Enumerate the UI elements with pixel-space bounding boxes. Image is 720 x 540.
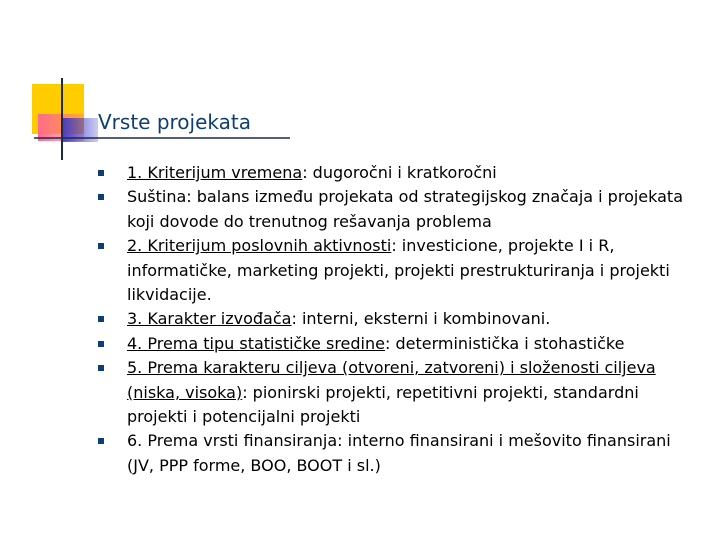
- slide-title: Vrste projekata: [98, 110, 251, 134]
- bullet-list: [98, 161, 698, 478]
- list-item: [98, 234, 698, 307]
- list-item: [98, 356, 698, 429]
- list-item: [98, 161, 698, 185]
- item-text: : dugoročni i kratkoročni: [302, 163, 497, 182]
- list-item: [98, 185, 698, 234]
- item-text: 6. Prema vrsti finansiranja: interno finansirani i mešovito finansirani (JV, PPP forme, BOO, BOOT i sl.): [127, 431, 671, 475]
- item-text: : pionirski projekti, repetitivni projekti, standardni projekti i potencijalni projekti: [127, 382, 639, 427]
- item-text: : deterministička i stohastičke: [384, 333, 625, 353]
- item-criterion-label: 1. Kriterijum vremena: [127, 163, 303, 182]
- item-criterion-label: 3. Karakter izvođača: [127, 309, 292, 329]
- square-bullet-icon: [98, 170, 104, 176]
- square-bullet-icon: [98, 365, 104, 371]
- item-criterion-label: 4. Prema tipu statističke sredine: [127, 333, 385, 353]
- item-criterion-label: 2. Kriterijum poslovnih aktivnosti: [127, 236, 392, 256]
- square-bullet-icon: [98, 243, 104, 249]
- square-bullet-icon: [98, 438, 104, 444]
- square-bullet-icon: [98, 194, 104, 200]
- list-item: [98, 307, 698, 331]
- square-bullet-icon: [98, 316, 104, 322]
- item-criterion-label: 5. Prema karakteru ciljeva (otvoreni, zatvoreni) i složenosti ciljeva (niska, visoka): [127, 358, 656, 402]
- item-text: : investicione, projekte I i R, informatičke, marketing projekti, projekti prestrukturiranja i projekti likvidacije.: [127, 236, 670, 305]
- list-item: [98, 429, 698, 478]
- list-item: [98, 332, 698, 356]
- item-text: Suština: balans između projekata od strategijskog značaja i projekata koji dovode do trenutnog rešavanja problema: [127, 187, 684, 231]
- square-bullet-icon: [98, 341, 104, 347]
- item-text: : interni, eksterni i kombinovani.: [291, 309, 551, 329]
